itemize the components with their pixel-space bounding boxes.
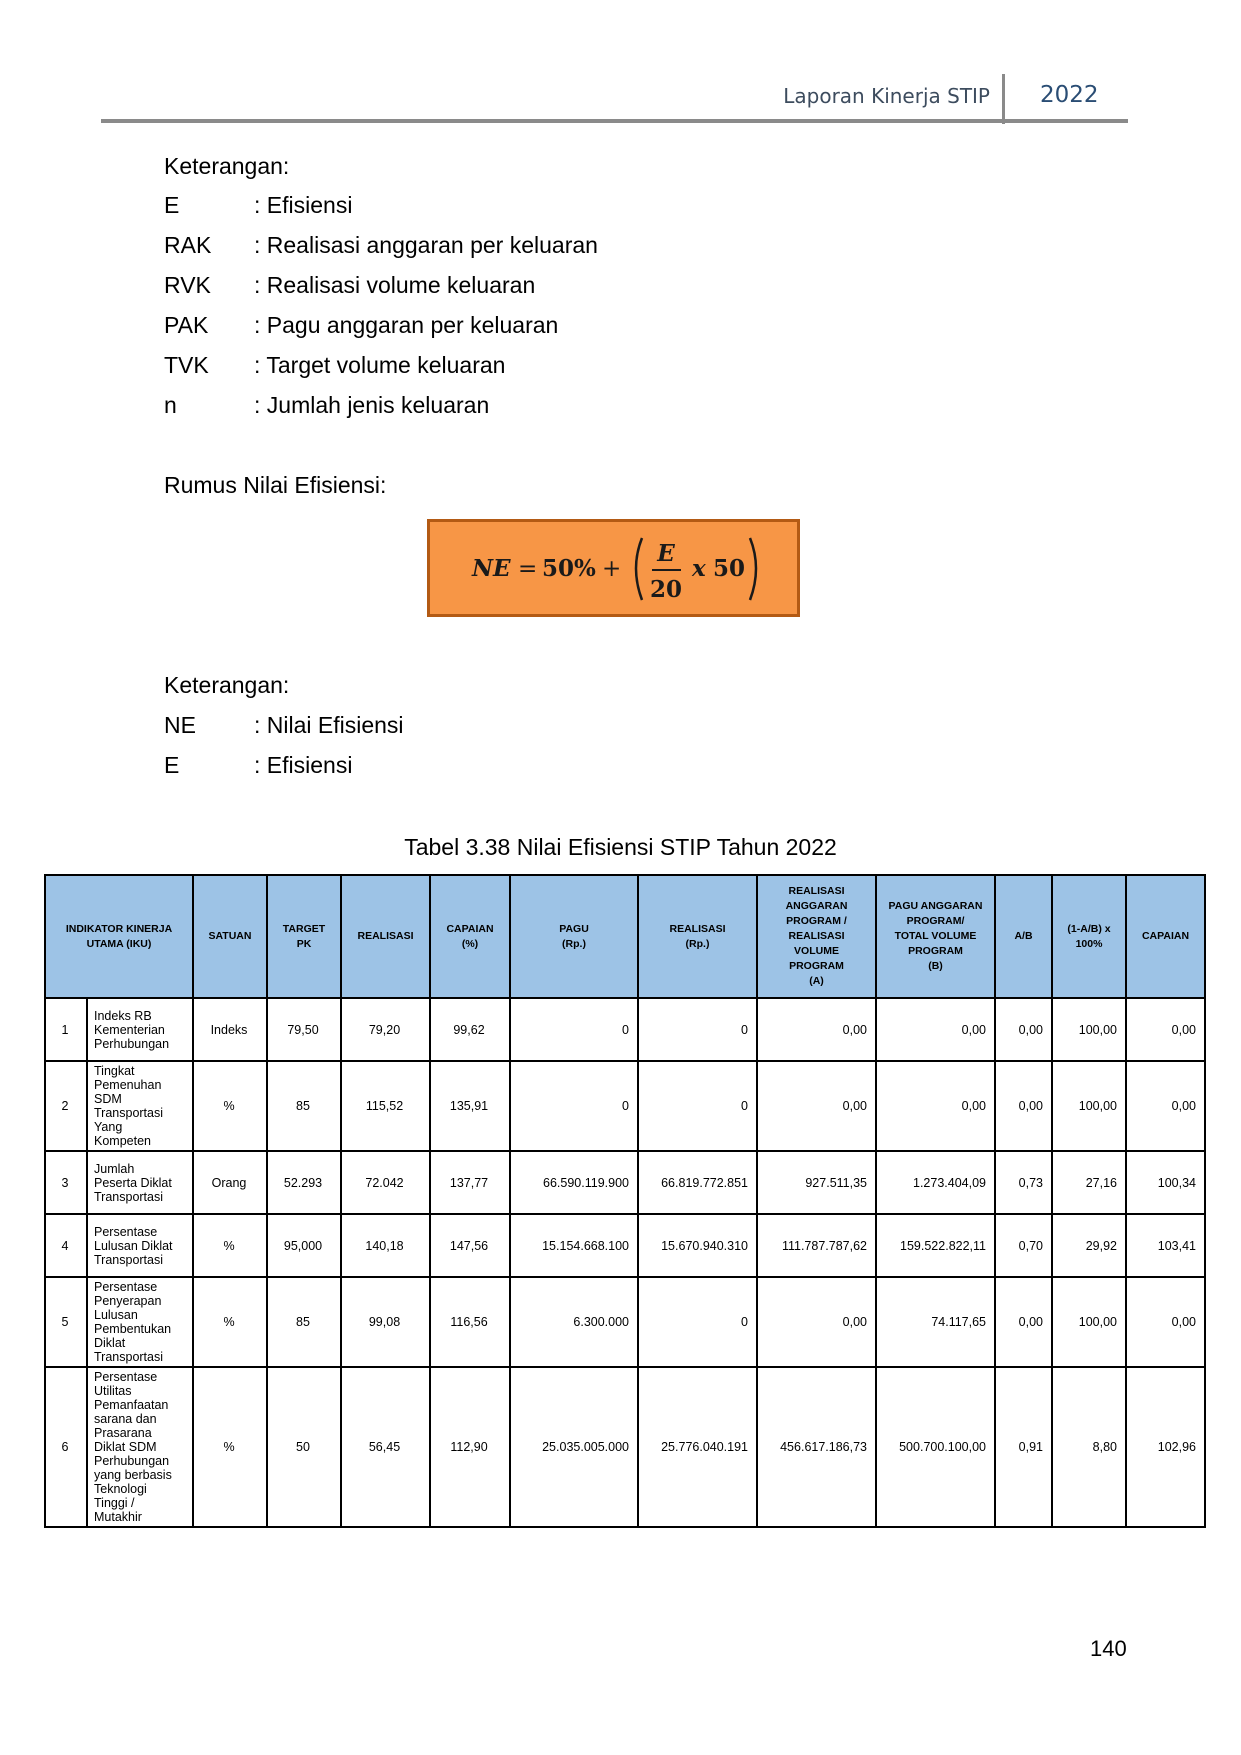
indikator-line: Persentase: [94, 1370, 158, 1384]
formula-percent: 50%: [541, 555, 596, 582]
cell-target: 50: [267, 1367, 341, 1527]
cell-no: 4: [45, 1214, 87, 1277]
cell-capaian: 99,62: [430, 998, 510, 1061]
table-row: [45, 998, 1205, 1061]
header-line: PAGU ANGGARAN: [888, 900, 983, 912]
cell-no: 2: [45, 1061, 87, 1151]
header-divider: [1002, 74, 1005, 124]
indikator-line: Pembentukan: [94, 1322, 172, 1336]
table-row: [45, 1061, 1205, 1151]
indikator-line: Transportasi: [94, 1189, 164, 1204]
definition-abbr: PAK: [164, 312, 209, 338]
cell-realisasi-rp: 66.819.772.851: [638, 1151, 757, 1214]
cell-target: 79,50: [267, 998, 341, 1061]
header-line: PROGRAM: [908, 945, 963, 957]
cell-pct: 27,16: [1052, 1151, 1126, 1214]
indikator-line: Perhubungan: [94, 1036, 170, 1051]
header-line: UTAMA (IKU): [86, 937, 152, 950]
cell-pagu: 66.590.119.900: [510, 1151, 638, 1214]
indikator-line: Mutakhir: [94, 1510, 142, 1524]
cell-ab: 0,70: [995, 1214, 1052, 1277]
indikator-line: yang berbasis: [94, 1468, 172, 1482]
cell-capaian-akhir: 0,00: [1126, 998, 1205, 1061]
header-rule: [101, 119, 1128, 123]
cell-pagu: 6.300.000: [510, 1277, 638, 1367]
indikator-line: Penyerapan: [94, 1294, 162, 1308]
cell-a: 0,00: [757, 998, 876, 1061]
formula-heading: Rumus Nilai Efisiensi:: [164, 472, 387, 498]
cell-satuan: Orang: [193, 1151, 267, 1214]
definition-text: : Target volume keluaran: [254, 352, 506, 378]
cell-realisasi-rp: 25.776.040.191: [638, 1367, 757, 1527]
cell-capaian: 137,77: [430, 1151, 510, 1214]
definition-abbr: NE: [164, 712, 196, 738]
table-row: [45, 1214, 1205, 1277]
header-line: PROGRAM: [789, 960, 844, 972]
cell-a: 456.617.186,73: [757, 1367, 876, 1527]
table-header-row: [45, 875, 1205, 998]
cell-ab: 0,91: [995, 1367, 1052, 1527]
cell-capaian-akhir: 102,96: [1126, 1367, 1205, 1527]
table-row: [45, 1367, 1205, 1527]
indikator-line: Lulusan Diklat: [94, 1238, 173, 1253]
cell-b: 1.273.404,09: [876, 1151, 995, 1214]
efficiency-table: [44, 874, 1206, 1528]
header-line: (Rp.): [562, 937, 586, 950]
formula: [464, 528, 764, 608]
definition-text: : Efisiensi: [254, 192, 353, 218]
definition-abbr: n: [164, 392, 177, 418]
cell-pct: 100,00: [1052, 1277, 1126, 1367]
header-line: (%): [461, 937, 479, 950]
header-line: REALISASI: [669, 922, 726, 935]
indikator-line: Indeks RB: [94, 1008, 152, 1023]
cell-capaian: 147,56: [430, 1214, 510, 1277]
definition-text: : Realisasi volume keluaran: [254, 272, 536, 298]
header-cell: [638, 875, 757, 998]
definition-abbr: RVK: [164, 272, 211, 298]
definition-text: : Pagu anggaran per keluaran: [254, 312, 559, 338]
header-cell: [341, 875, 430, 998]
indikator-line: Pemanfaatan: [94, 1398, 169, 1412]
indikator-line: Pemenuhan: [94, 1078, 162, 1092]
cell-a: 0,00: [757, 1277, 876, 1367]
header-cell: [193, 875, 267, 998]
cell-a: 927.511,35: [757, 1151, 876, 1214]
right-paren: [750, 538, 756, 600]
header-cell: [1052, 875, 1126, 998]
keterangan-heading: Keterangan:: [164, 153, 290, 179]
cell-pct: 100,00: [1052, 1061, 1126, 1151]
definition-text: : Jumlah jenis keluaran: [254, 392, 490, 418]
keterangan-heading: Keterangan:: [164, 672, 290, 698]
cell-no: 5: [45, 1277, 87, 1367]
indikator-line: Persentase: [94, 1224, 158, 1239]
header-line: (A): [809, 975, 824, 987]
indikator-line: Transportasi: [94, 1350, 164, 1364]
indikator-line: Diklat: [94, 1336, 126, 1350]
cell-capaian: 112,90: [430, 1367, 510, 1527]
cell-a: 0,00: [757, 1061, 876, 1151]
indikator-line: Transportasi: [94, 1252, 164, 1267]
indikator-line: Kompeten: [94, 1134, 151, 1148]
cell-satuan: %: [193, 1214, 267, 1277]
page-number: 140: [1090, 1636, 1127, 1661]
formula-times: x: [691, 555, 706, 582]
cell-satuan: Indeks: [193, 998, 267, 1061]
header-cell: [1126, 875, 1205, 998]
cell-target: 85: [267, 1061, 341, 1151]
indikator-line: Teknologi: [94, 1482, 147, 1496]
cell-target: 52.293: [267, 1151, 341, 1214]
cell-indikator: [87, 1061, 193, 1151]
header-cell: [45, 875, 193, 998]
formula-plus: +: [601, 556, 621, 582]
cell-ab: 0,00: [995, 998, 1052, 1061]
formula-denominator: 20: [649, 576, 682, 603]
indikator-line: Yang: [94, 1120, 123, 1134]
indikator-line: Kementerian: [94, 1022, 165, 1037]
cell-realisasi: 72.042: [341, 1151, 430, 1214]
formula-numerator: E: [656, 540, 675, 567]
indikator-line: SDM: [94, 1092, 122, 1106]
header-line: REALISASI: [357, 930, 414, 942]
header-line: CAPAIAN: [1141, 930, 1190, 942]
cell-target: 85: [267, 1277, 341, 1367]
indikator-line: Diklat SDM: [94, 1440, 157, 1454]
header-cell: [267, 875, 341, 998]
indikator-line: Perhubungan: [94, 1454, 170, 1468]
header-line: REALISASI: [788, 930, 845, 942]
definition-text: : Nilai Efisiensi: [254, 712, 404, 738]
formula-equals: =: [517, 556, 537, 582]
indikator-line: Transportasi: [94, 1106, 164, 1120]
indikator-line: sarana dan: [94, 1412, 157, 1426]
cell-indikator: [87, 1214, 193, 1277]
header-line: TARGET: [282, 922, 326, 935]
indikator-line: Tinggi /: [94, 1496, 135, 1510]
definition-text: : Efisiensi: [254, 752, 353, 778]
cell-realisasi: 79,20: [341, 998, 430, 1061]
cell-b: 74.117,65: [876, 1277, 995, 1367]
cell-pagu: 0: [510, 998, 638, 1061]
cell-indikator: [87, 1277, 193, 1367]
indikator-line: Lulusan: [94, 1308, 138, 1322]
header-cell: [430, 875, 510, 998]
cell-pct: 8,80: [1052, 1367, 1126, 1527]
header-line: CAPAIAN: [446, 922, 494, 935]
header-line: VOLUME: [794, 945, 839, 957]
cell-realisasi-rp: 0: [638, 1277, 757, 1367]
header-line: (Rp.): [685, 937, 710, 950]
cell-target: 95,000: [267, 1214, 341, 1277]
cell-ab: 0,00: [995, 1277, 1052, 1367]
header-cell: [995, 875, 1052, 998]
table-row: [45, 1277, 1205, 1367]
cell-realisasi: 99,08: [341, 1277, 430, 1367]
cell-ab: 0,73: [995, 1151, 1052, 1214]
cell-realisasi: 140,18: [341, 1214, 430, 1277]
cell-a: 111.787.787,62: [757, 1214, 876, 1277]
cell-capaian-akhir: 103,41: [1126, 1214, 1205, 1277]
header-line: TOTAL VOLUME: [894, 930, 977, 942]
header-line: PK: [296, 937, 312, 950]
formula-factor: 50: [712, 555, 745, 582]
header-cell: [757, 875, 876, 998]
cell-b: 500.700.100,00: [876, 1367, 995, 1527]
cell-capaian: 135,91: [430, 1061, 510, 1151]
header-line: INDIKATOR KINERJA: [65, 922, 173, 935]
header-line: SATUAN: [208, 930, 252, 942]
cell-realisasi: 115,52: [341, 1061, 430, 1151]
cell-satuan: %: [193, 1061, 267, 1151]
cell-b: 159.522.822,11: [876, 1214, 995, 1277]
table-row: [45, 1151, 1205, 1214]
definition-abbr: E: [164, 192, 180, 218]
indikator-line: Persentase: [94, 1280, 158, 1294]
cell-ab: 0,00: [995, 1061, 1052, 1151]
header-line: PROGRAM /: [786, 915, 847, 927]
cell-b: 0,00: [876, 1061, 995, 1151]
indikator-line: Prasarana: [94, 1426, 152, 1440]
formula-box: [427, 519, 800, 617]
header-line: 100%: [1075, 937, 1103, 950]
header-line: (B): [928, 960, 943, 972]
definition-abbr: RAK: [164, 232, 212, 258]
header-title: Laporan Kinerja STIP: [783, 84, 990, 108]
cell-capaian-akhir: 0,00: [1126, 1277, 1205, 1367]
cell-b: 0,00: [876, 998, 995, 1061]
cell-indikator: [87, 998, 193, 1061]
cell-pct: 100,00: [1052, 998, 1126, 1061]
cell-realisasi-rp: 0: [638, 998, 757, 1061]
cell-realisasi-rp: 15.670.940.310: [638, 1214, 757, 1277]
header-line: A/B: [1014, 930, 1033, 942]
header-line: REALISASI: [788, 885, 845, 897]
indikator-line: Utilitas: [94, 1384, 132, 1398]
definition-text: : Realisasi anggaran per keluaran: [254, 232, 598, 258]
cell-pagu: 25.035.005.000: [510, 1367, 638, 1527]
header-cell: [510, 875, 638, 998]
cell-realisasi-rp: 0: [638, 1061, 757, 1151]
definition-abbr: TVK: [164, 352, 209, 378]
cell-capaian: 116,56: [430, 1277, 510, 1367]
header-line: PAGU: [559, 922, 589, 935]
cell-satuan: %: [193, 1367, 267, 1527]
cell-indikator: [87, 1367, 193, 1527]
cell-realisasi: 56,45: [341, 1367, 430, 1527]
cell-pagu: 0: [510, 1061, 638, 1151]
cell-no: 1: [45, 998, 87, 1061]
header-line: (1-A/B) x: [1067, 922, 1111, 935]
cell-indikator: [87, 1151, 193, 1214]
cell-pct: 29,92: [1052, 1214, 1126, 1277]
cell-satuan: %: [193, 1277, 267, 1367]
formula-lhs: NE: [471, 555, 511, 582]
indikator-line: Peserta Diklat: [94, 1175, 172, 1190]
table-caption: Tabel 3.38 Nilai Efisiensi STIP Tahun 2022: [404, 834, 837, 860]
cell-no: 3: [45, 1151, 87, 1214]
indikator-line: Jumlah: [94, 1161, 135, 1176]
left-paren: [636, 538, 642, 600]
header-year: 2022: [1040, 82, 1099, 108]
header-cell: [876, 875, 995, 998]
cell-capaian-akhir: 100,34: [1126, 1151, 1205, 1214]
indikator-line: Tingkat: [94, 1064, 135, 1078]
cell-pagu: 15.154.668.100: [510, 1214, 638, 1277]
header-line: ANGGARAN: [785, 900, 848, 912]
cell-capaian-akhir: 0,00: [1126, 1061, 1205, 1151]
header-line: PROGRAM/: [906, 915, 965, 927]
definition-abbr: E: [164, 752, 180, 778]
cell-no: 6: [45, 1367, 87, 1527]
